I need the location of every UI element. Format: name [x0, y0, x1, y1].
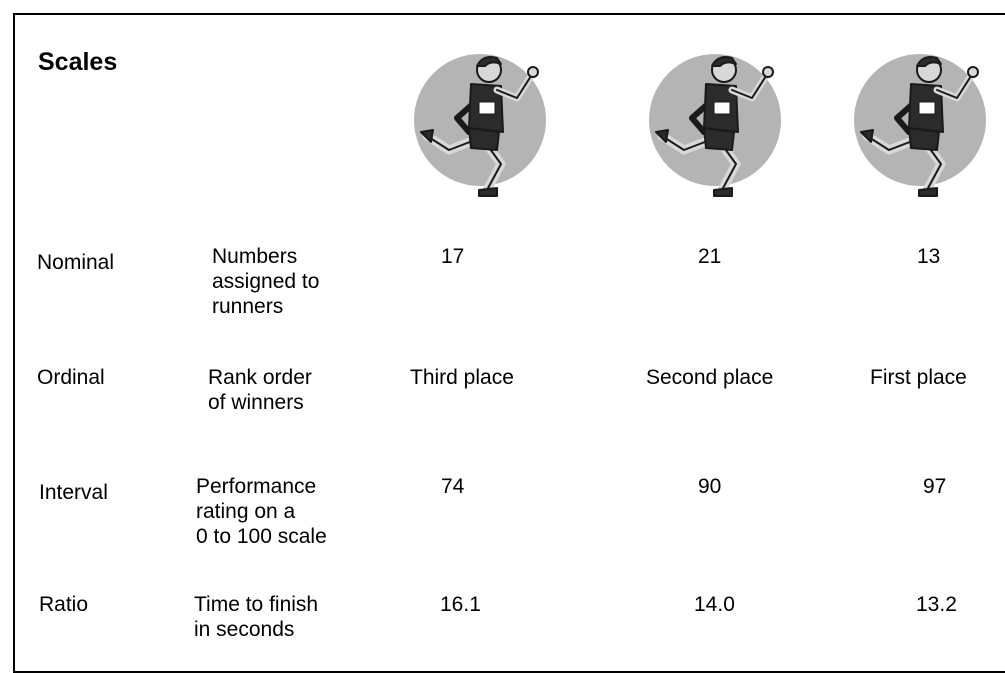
value-cell: 90 [698, 475, 722, 498]
scale-description-interval: Performance rating on a 0 to 100 scale [196, 475, 327, 548]
value-cell: 16.1 [440, 593, 481, 616]
page-title: Scales [38, 48, 118, 76]
scale-description-ratio: Time to finish in seconds [194, 593, 319, 641]
value-cell: 13.2 [916, 593, 957, 616]
runner-illustration-icon [640, 40, 790, 210]
scale-description-nominal: Numbers assigned to runners [212, 245, 320, 318]
scale-label-ratio: Ratio [39, 593, 89, 616]
value-cell: 97 [923, 475, 947, 498]
value-cell: 21 [698, 245, 722, 268]
value-cell: Third place [410, 366, 514, 389]
scale-label-nominal: Nominal [37, 251, 115, 274]
scale-label-ordinal: Ordinal [37, 366, 105, 389]
runner-illustration-icon [405, 40, 555, 210]
value-cell: First place [870, 366, 967, 389]
runner-icon [845, 40, 995, 210]
value-cell: 17 [441, 245, 465, 268]
runner-icon [405, 40, 555, 210]
runner-icon [640, 40, 790, 210]
value-cell: 14.0 [694, 593, 735, 616]
scale-description-ordinal: Rank order of winners [208, 366, 312, 414]
scale-label-interval: Interval [39, 481, 108, 504]
value-cell: 13 [917, 245, 941, 268]
value-cell: 74 [441, 475, 465, 498]
value-cell: Second place [646, 366, 774, 389]
runner-illustration-icon [845, 40, 995, 210]
